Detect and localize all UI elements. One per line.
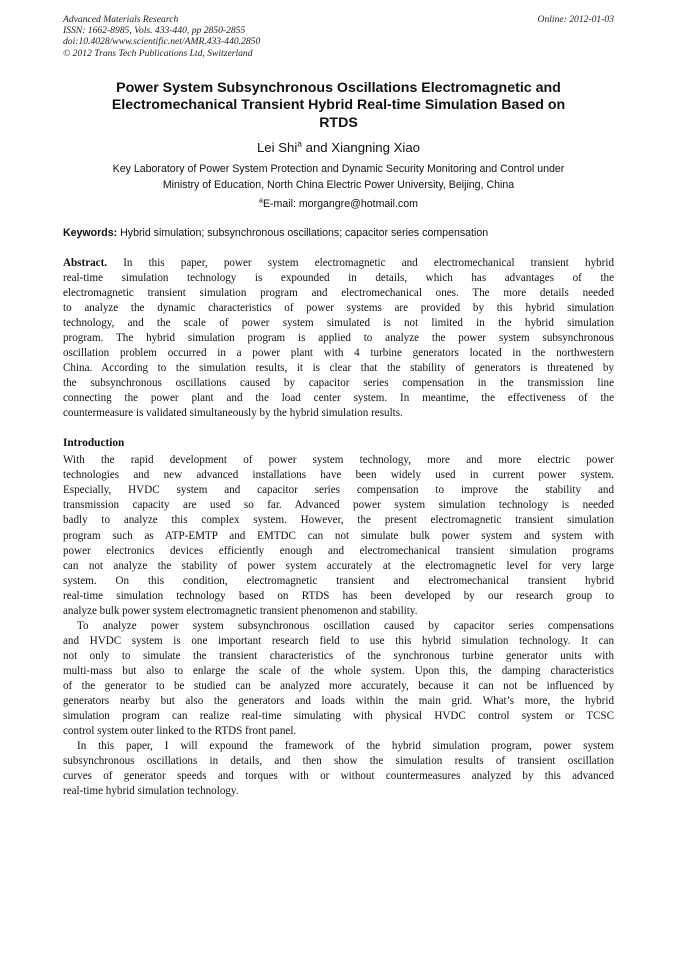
paragraph-line: generators nearby but also the generators and loads within the main grid. What’s more, the hybrid: [63, 695, 614, 708]
paragraph-line: subsynchronous oscillations in details, and then show the simulation results of transient oscillation: [63, 755, 614, 768]
section-heading: Introduction: [63, 437, 125, 450]
keywords-label: Keywords:: [63, 226, 118, 239]
email-affiliation-mark: a: [259, 197, 263, 205]
paragraph-line: simulation program can realize real-time simulating with physical HVDC control system or TCSC: [63, 710, 614, 723]
paragraph-line: To analyze power system subsynchronous oscillation caused by capacitor series compensations: [77, 619, 614, 632]
paragraph-line: multi-mass but also to enlarge the scale of the whole system. Upon this, the damping characteristics: [63, 664, 614, 677]
affiliation: [63, 161, 614, 194]
keywords: [63, 227, 614, 239]
abstract-line: program. The hybrid simulation program is applied to analyze the power system subsynchronous: [63, 332, 614, 345]
abstract-line: the subsynchronous oscillations caused by capacitor series compensation in the transmission line: [63, 377, 614, 390]
authors: [63, 140, 614, 155]
journal-header: [63, 14, 614, 59]
abstract: [63, 256, 614, 422]
abstract-line: connecting the power plant and the load center system. In meantime, the effectiveness of the: [63, 392, 614, 405]
author-name: and Xiangning Xiao: [301, 139, 421, 155]
journal-name: Advanced Materials Research: [63, 14, 179, 25]
paragraph-line: not only to simulate the transient characteristics of the synchronous turbine generator units with: [63, 649, 614, 662]
affiliation-line: Ministry of Education, North China Electric Power University, Beijing, China: [162, 179, 515, 192]
paper-page: [63, 14, 614, 799]
doi: doi:10.4028/www.scientific.net/AMR.433-440.2850: [63, 36, 261, 48]
abstract-line: technology, and the scale of power system simulated is not limited in the hybrid simulation: [63, 316, 614, 329]
email: [63, 198, 614, 210]
issn: ISSN: 1662-8985, Vols. 433-440, pp 2850-2855: [63, 25, 246, 37]
title-line: Power System Subsynchronous Oscillations Electromagnetic and: [116, 79, 561, 96]
paragraph-line: transmission capacity are used so far. Advanced power system simulation technology is needed: [63, 499, 614, 512]
paragraph-line: and HVDC system is one important research field to use this hybrid simulation technology. It can: [63, 634, 614, 647]
introduction-body: [63, 453, 614, 799]
author-name: Lei Shi: [256, 139, 298, 155]
paragraph-line: can not analyze the stability of power system accurately at the electromagnetic level for very large: [63, 559, 614, 572]
keywords-text: Hybrid simulation; subsynchronous oscillations; capacitor series compensation: [117, 226, 489, 239]
paragraph-line: Especially, HVDC system and capacitor series compensation to improve the stability and: [63, 484, 614, 497]
title-line: Electromechanical Transient Hybrid Real-time Simulation Based on: [111, 97, 566, 114]
affiliation-line: Key Laboratory of Power System Protection and Dynamic Security Monitoring and Control under: [112, 162, 565, 175]
abstract-line: Abstract. In this paper, power system electromagnetic and electromechanical transient hybrid: [63, 256, 614, 269]
paragraph-line: system. On this condition, electromagnetic transient and electromechanical transient hybrid: [63, 574, 614, 587]
paragraph-line: curves of generator speeds and torques with or without countermeasures analyzed by this advanced: [63, 770, 614, 783]
paragraph-line: In this paper, I will expound the framework of the hybrid simulation program, power system: [77, 740, 614, 753]
abstract-line: oscillation problem occurred in a power plant with 4 turbine generators located in the northwestern: [63, 347, 614, 360]
paragraph-line: of the generator to be studied can be analyzed more accurately, because it can not be influenced by: [63, 680, 614, 692]
abstract-line: countermeasure is validated simultaneously by the hybrid simulation results.: [63, 407, 403, 420]
paragraph-line: power electronics devices efficiently enough and electromechanical transient simulation programs: [63, 544, 614, 557]
paragraph-line: badly to analyze this complex system. However, the present electromagnetic transient simulation: [63, 514, 614, 527]
online-date: Online: 2012-01-03: [537, 14, 614, 25]
abstract-line: real-time simulation technology is expounded in details, which has advantages of the: [63, 271, 614, 284]
abstract-label: Abstract.: [63, 256, 108, 269]
author-affiliation-mark: a: [297, 138, 302, 149]
paragraph-line: technologies and new advanced installations have been widely used in current power system.: [63, 469, 614, 482]
paragraph-line: real-time hybrid simulation technology.: [63, 785, 239, 798]
abstract-line: China. According to the simulation results, it is clear that the stability of generators is threatened by: [63, 362, 614, 375]
abstract-line: to analyze the dynamic characteristics of power systems are provided by this hybrid simulation: [63, 301, 614, 314]
paragraph-line: program such as ATP-EMTP and EMTDC can not simulate bulk power system and system with: [63, 529, 614, 542]
paragraph-line: control system outer linked to the RTDS front panel.: [63, 725, 297, 738]
email-text: E-mail: morgangre@hotmail.com: [262, 197, 418, 210]
copyright: © 2012 Trans Tech Publications Ltd, Switzerland: [63, 47, 253, 59]
paragraph-line: analyze bulk power system electromagnetic transient phenomenon and stability.: [63, 604, 418, 617]
paper-title: [63, 80, 614, 133]
paragraph-line: real-time simulation technology based on RTDS has been developed by our research group to: [63, 589, 614, 602]
abstract-line: electromagnetic transient simulation program and electromechanical ones. The more details needed: [63, 286, 614, 299]
title-line: RTDS: [319, 115, 358, 131]
paragraph-line: With the rapid development of power system technology, more and more electric power: [63, 454, 614, 467]
